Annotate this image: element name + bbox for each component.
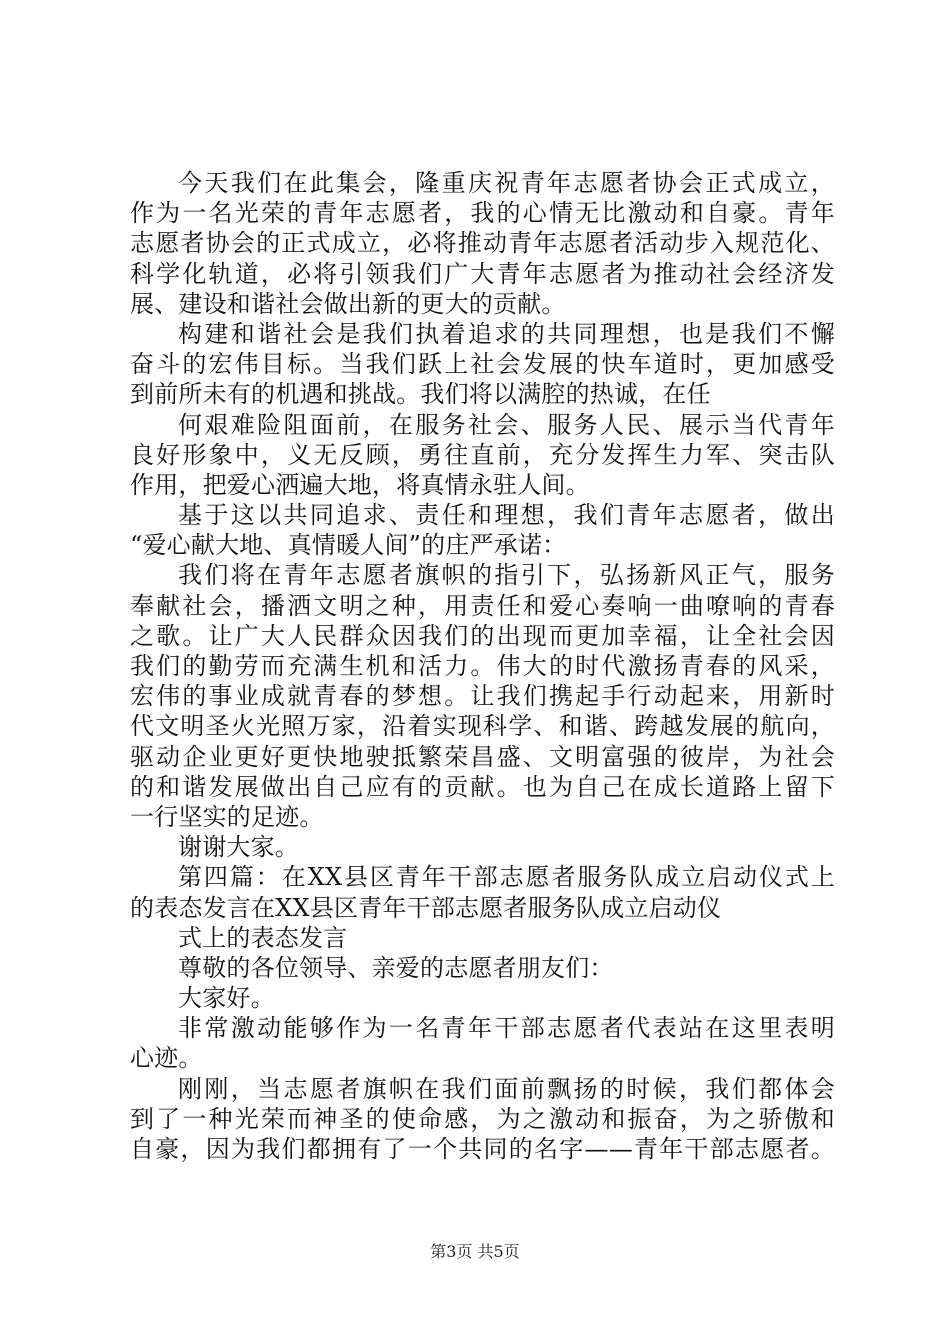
text-line: 宏伟的事业成就青春的梦想。让我们携起手行动起来，用新时 xyxy=(130,682,835,711)
document-body xyxy=(130,168,835,1164)
text-line: 基于这以共同追求、责任和理想，我们青年志愿者，做出 xyxy=(178,501,835,530)
text-line: 今天我们在此集会，隆重庆祝青年志愿者协会正式成立， xyxy=(178,169,835,197)
text-line: 奋斗的宏伟目标。当我们跃上社会发展的快车道时，更加感受 xyxy=(130,350,835,379)
text-line: 何艰难险阻面前，在服务社会、服务人民、展示当代青年 xyxy=(178,410,835,439)
text-line: 科学化轨道，必将引领我们广大青年志愿者为推动社会经济发 xyxy=(130,259,835,288)
text-line: 到了一种光荣而神圣的使命感，为之激动和振奋，为之骄傲和 xyxy=(130,1104,835,1133)
text-line: 构建和谐社会是我们执着追求的共同理想，也是我们不懈 xyxy=(178,319,835,348)
text-line: 第四篇：在XX县区青年干部志愿者服务队成立启动仪式上 xyxy=(178,863,835,892)
text-line: 自豪，因为我们都拥有了一个共同的名字——青年干部志愿者。 xyxy=(130,1135,835,1163)
text-line: 非常激动能够作为一名青年干部志愿者代表站在这里表明 xyxy=(178,1014,835,1043)
text-line: 到前所未有的机遇和挑战。我们将以满腔的热诚，在任 xyxy=(130,380,711,409)
text-line: 心迹。 xyxy=(130,1044,203,1073)
text-line: 作用，把爱心洒遍大地，将真情永驻人间。 xyxy=(130,470,590,499)
text-line: 展、建设和谐社会做出新的更大的贡献。 xyxy=(130,289,566,318)
text-line: 刚刚，当志愿者旗帜在我们面前飘扬的时候，我们都体会 xyxy=(178,1074,835,1103)
text-line: 大家好。 xyxy=(178,984,275,1013)
text-line: 的和谐发展做出自己应有的贡献。也为自己在成长道路上留下 xyxy=(130,772,835,801)
text-line: 一行坚实的足迹。 xyxy=(130,802,324,831)
text-line: 我们的勤劳而充满生机和活力。伟大的时代激扬青春的风采， xyxy=(130,652,835,680)
text-line: 的表态发言在XX县区青年干部志愿者服务队成立启动仪 xyxy=(130,893,722,922)
text-line: 尊敬的各位领导、亲爱的志愿者朋友们： xyxy=(178,953,614,982)
text-line: 式上的表态发言 xyxy=(178,923,348,952)
text-line: 良好形象中，义无反顾，勇往直前，充分发挥生力军、突击队 xyxy=(130,440,835,469)
page-footer: 第3页 共5页 xyxy=(430,1242,520,1261)
text-line: 志愿者协会的正式成立，必将推动青年志愿者活动步入规范化、 xyxy=(130,229,835,258)
text-line: 驱动企业更好更快地驶抵繁荣昌盛、文明富强的彼岸，为社会 xyxy=(130,742,835,771)
text-line: 谢谢大家。 xyxy=(178,833,299,862)
text-line: “爱心献大地、真情暖人间”的庄严承诺： xyxy=(130,531,567,560)
text-line: 作为一名光荣的青年志愿者，我的心情无比激动和自豪。青年 xyxy=(130,199,835,228)
text-line: 之歌。让广大人民群众因我们的出现而更加幸福，让全社会因 xyxy=(130,621,835,650)
text-line: 奉献社会，播洒文明之种，用责任和爱心奏响一曲嘹响的青春 xyxy=(130,591,835,620)
text-line: 我们将在青年志愿者旗帜的指引下，弘扬新风正气，服务 xyxy=(178,561,835,590)
text-line: 代文明圣火光照万家，沿着实现科学、和谐、跨越发展的航向， xyxy=(130,712,835,741)
